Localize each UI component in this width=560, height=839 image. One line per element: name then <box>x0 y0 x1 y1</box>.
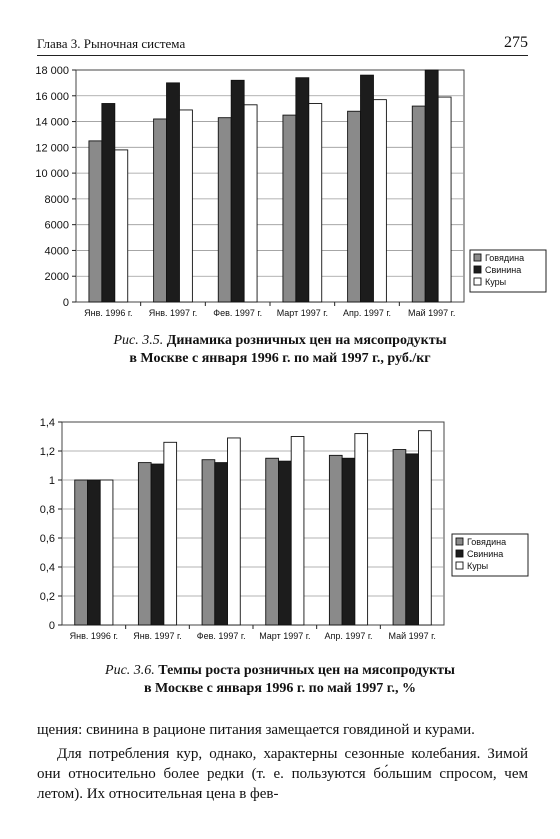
bar <box>167 83 180 302</box>
chart-meat-prices <box>0 58 560 328</box>
x-tick-label: Янв. 1996 г. <box>84 308 133 318</box>
bar <box>244 105 257 302</box>
bar <box>342 458 355 625</box>
bar <box>291 437 304 626</box>
legend-label: Куры <box>485 277 507 287</box>
bar <box>100 480 113 625</box>
bar <box>231 80 244 302</box>
plot-area <box>76 70 464 302</box>
legend-swatch <box>456 562 463 569</box>
y-tick-label: 1 <box>48 475 55 487</box>
bar <box>102 104 115 302</box>
bar <box>283 115 296 302</box>
y-tick-label: 0,6 <box>39 533 55 545</box>
bar <box>138 463 151 625</box>
bar <box>296 78 309 302</box>
bar <box>278 461 291 625</box>
x-tick-label: Янв. 1997 г. <box>148 308 198 318</box>
bar <box>87 480 100 625</box>
chart-meat-price-growth <box>0 408 560 656</box>
bar <box>329 455 342 625</box>
bar <box>419 431 432 625</box>
figure-title-line: в Москве с января 1996 г. по май 1997 г., % <box>143 681 417 696</box>
legend-label: Свинина <box>485 265 522 275</box>
y-tick-label: 0,2 <box>39 591 55 603</box>
bar <box>373 100 386 302</box>
y-tick-label: 14 000 <box>35 116 69 129</box>
y-tick-label: 4000 <box>44 245 69 258</box>
figure-title-line: в Москве с января 1996 г. по май 1997 г., руб./кг <box>129 351 431 366</box>
legend-swatch <box>474 278 481 285</box>
x-tick-label: Май 1997 г. <box>388 631 436 641</box>
bar <box>89 141 102 302</box>
bar <box>438 97 451 302</box>
y-tick-label: 10 000 <box>35 168 69 181</box>
bar <box>266 458 279 625</box>
bar <box>151 464 164 625</box>
bar <box>309 104 322 302</box>
legend-swatch <box>474 254 481 261</box>
y-tick-label: 1,4 <box>39 417 55 429</box>
x-tick-label: Фев. 1997 г. <box>196 631 246 641</box>
y-tick-label: 12 000 <box>35 142 69 155</box>
legend-label: Куры <box>467 561 489 571</box>
y-tick-label: 8000 <box>44 193 69 206</box>
y-tick-label: 18 000 <box>35 65 69 77</box>
figure-label: Рис. 3.6. <box>105 663 155 678</box>
legend-label: Говядина <box>485 253 525 263</box>
x-tick-label: Май 1997 г. <box>407 308 456 318</box>
plot-area <box>62 422 444 625</box>
bar <box>75 480 88 625</box>
page-number: 275 <box>504 34 528 51</box>
bar <box>164 442 177 625</box>
bar <box>179 110 192 302</box>
bar <box>355 434 368 625</box>
x-tick-label: Фев. 1997 г. <box>213 308 263 318</box>
bar <box>412 106 425 302</box>
paragraph: щения: свинина в рационе питания замещается говядиной и курами. <box>37 722 475 738</box>
figure-title-line: Темпы роста розничных цен на мясопродукты <box>158 663 455 678</box>
y-tick-label: 2000 <box>44 271 69 284</box>
y-tick-label: 0,4 <box>39 562 55 574</box>
y-tick-label: 6000 <box>44 219 69 232</box>
x-tick-label: Март 1997 г. <box>259 631 311 641</box>
bar <box>154 119 167 302</box>
figure-caption-3-6 <box>40 662 520 698</box>
body-text <box>37 720 528 804</box>
bar <box>115 150 128 302</box>
legend-swatch <box>456 550 463 557</box>
x-tick-label: Март 1997 г. <box>276 308 328 318</box>
legend-label: Свинина <box>467 549 504 559</box>
y-tick-label: 1,2 <box>39 446 55 458</box>
y-tick-label: 0,8 <box>39 504 55 516</box>
bar <box>228 438 241 625</box>
bar <box>393 450 406 625</box>
x-tick-label: Янв. 1997 г. <box>133 631 182 641</box>
y-tick-label: 16 000 <box>35 90 69 103</box>
bar <box>348 111 361 302</box>
chapter-title: Глава 3. Рыночная система <box>37 36 186 51</box>
header-rule <box>37 55 528 56</box>
x-tick-label: Янв. 1996 г. <box>69 631 119 641</box>
paragraph: Для потребления кур, однако, характерны сезонные колебания. Зимой они относительно более редки (т. е. пользуются бо́льшим спросом, чем летом). Их относительная цена в фев- <box>37 746 528 802</box>
bar <box>218 118 231 302</box>
figure-caption-3-5 <box>40 332 520 368</box>
figure-title-line: Динамика розничных цен на мясопродукты <box>166 333 447 348</box>
legend-label: Говядина <box>467 537 507 547</box>
bar <box>202 460 215 625</box>
y-tick-label: 0 <box>48 620 55 632</box>
bar <box>406 454 419 625</box>
bar <box>425 70 438 302</box>
page-header <box>37 34 528 56</box>
x-tick-label: Апр. 1997 г. <box>324 631 373 641</box>
bar <box>361 75 374 302</box>
legend-swatch <box>474 266 481 273</box>
y-tick-label: 0 <box>62 297 69 309</box>
x-tick-label: Апр. 1997 г. <box>342 308 392 318</box>
figure-label: Рис. 3.5. <box>113 333 164 348</box>
bar <box>215 463 228 625</box>
legend-swatch <box>456 538 463 545</box>
